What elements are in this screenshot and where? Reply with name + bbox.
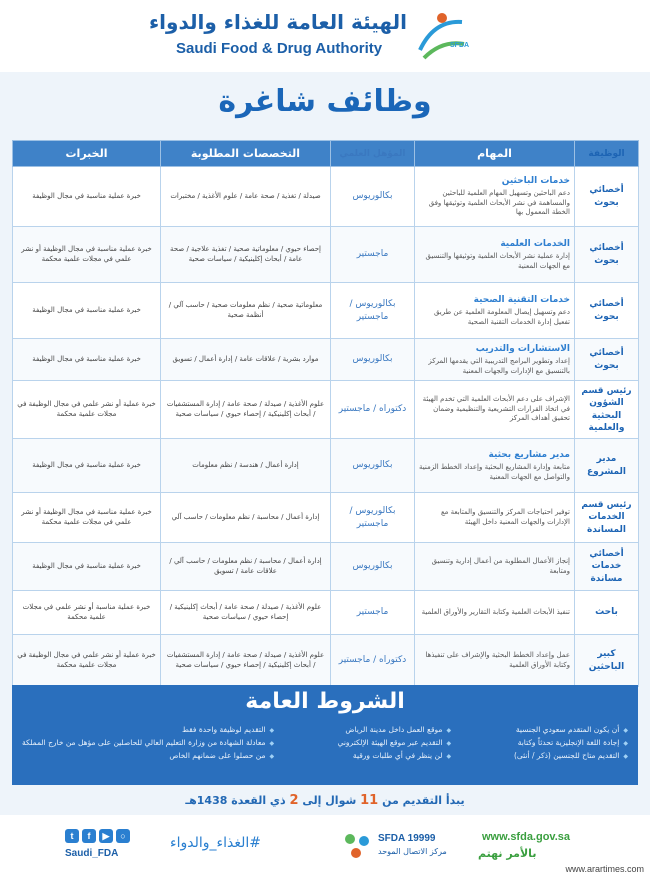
column-header-qualification: المؤهل العلمي — [331, 141, 415, 167]
specialization-cell: علوم الأغذية / صيدلة / صحة عامة / إدارة المستشفيات / أبحاث إكلينيكية / إحصاء حيوي / سياسات صحية — [161, 635, 331, 687]
qualification-cell: بكالوريوس / ماجستير — [331, 493, 415, 543]
conditions-title: الشروط العامة — [245, 689, 405, 714]
call-center-label: مركز الاتصال الموحد — [378, 847, 447, 856]
sfda-logo-label: SFDA — [450, 42, 470, 49]
authority-name-arabic: الهيئة العامة للغذاء والدواء — [148, 10, 407, 34]
table-row — [13, 167, 639, 227]
twitter-icon[interactable]: t — [65, 829, 79, 843]
apply-prefix: يبدأ التقديم من — [382, 794, 465, 807]
website-link[interactable]: www.sfda.gov.sa — [482, 831, 571, 843]
experience-cell: خبرة عملية مناسبة في مجال الوظيفة — [13, 339, 161, 381]
table-row — [13, 493, 639, 543]
column-header-specialization: التخصصات المطلوبة — [161, 141, 331, 167]
specialization-cell: إدارة أعمال / محاسبة / نظم معلومات / حاسب آلي — [161, 493, 331, 543]
conditions-list — [22, 725, 628, 760]
job-title-cell: رئيس قسم الشؤون البحثية والعلمية — [575, 381, 639, 439]
task-description: الإشراف على دعم الأبحاث العلمية التي تخدم الهيئة في اتخاذ القرارات التشريعية والتنظيمية وضمان تحقيق أهداف المركز — [422, 395, 570, 423]
table-row — [13, 227, 639, 283]
specialization-cell: إدارة أعمال / محاسبة / نظم معلومات / حاسب آلي / علاقات عامة / تسويق — [161, 543, 331, 591]
sfda-logo-icon — [412, 10, 472, 65]
task-title: مدير مشاريع بحثية — [488, 449, 570, 460]
task-description: دعم وتسهيل إيصال المعلومة العلمية عن طريق تفعيل إدارة الخدمات التقنية الصحية — [433, 308, 570, 326]
column-header-experience: الخبرات — [13, 141, 161, 167]
tasks-cell — [415, 167, 575, 227]
apply-suffix: ذي القعدة 1438هـ — [185, 794, 286, 807]
facebook-icon[interactable]: f — [82, 829, 96, 843]
experience-cell: خبرة عملية مناسبة أو نشر علمي في مجلات علمية محكمة — [13, 591, 161, 635]
specialization-cell: موارد بشرية / علاقات عامة / إدارة أعمال / تسويق — [161, 339, 331, 381]
job-title-cell: كبير الباحثين — [575, 635, 639, 687]
qualification-cell: بكالوريوس — [331, 439, 415, 493]
specialization-cell: إحصاء حيوي / معلوماتية صحية / تغذية علاجية / صحة عامة / أبحاث إكلينيكية / سياسات صحية — [161, 227, 331, 283]
table-row — [13, 543, 639, 591]
application-period — [0, 793, 650, 808]
condition-item: ◆ إجادة اللغة الإنجليزية تحدثاً وكتابة — [461, 738, 628, 747]
condition-item: ◆ موقع العمل داخل مدينة الرياض — [284, 725, 451, 734]
tasks-cell — [415, 283, 575, 339]
social-icons — [65, 829, 130, 843]
youtube-icon[interactable]: ▶ — [99, 829, 113, 843]
table-row — [13, 439, 639, 493]
job-title-cell: أخصائي بحوث — [575, 167, 639, 227]
call-center-number: SFDA 19999 — [378, 833, 436, 844]
condition-item: ◆ لن ينظر في أي طلبات ورقية — [284, 751, 451, 760]
task-description: توفير احتياجات المركز والتنسيق والمتابعة مع الإدارات والجهات المعنية داخل الهيئة — [440, 508, 570, 526]
experience-cell: خبرة عملية مناسبة في مجال الوظيفة — [13, 167, 161, 227]
tasks-cell — [415, 227, 575, 283]
job-title-cell: أخصائي بحوث — [575, 227, 639, 283]
tasks-cell — [415, 439, 575, 493]
table-row — [13, 339, 639, 381]
tasks-cell — [415, 339, 575, 381]
experience-cell: خبرة عملية أو نشر علمي في مجال الوظيفة في مجلات علمية محكمة — [13, 381, 161, 439]
footer — [0, 815, 650, 878]
qualification-cell: ماجستير — [331, 227, 415, 283]
jobs-table — [12, 140, 639, 687]
slogan: بالأمر نهتم — [478, 847, 537, 860]
task-description: متابعة وإدارة المشاريع البحثية وإعداد الخطط الزمنية والتواصل مع الجهات المعنية — [419, 463, 570, 481]
authority-name-english: Saudi Food & Drug Authority — [176, 40, 383, 57]
task-title: خدمات الباحثين — [501, 176, 570, 187]
general-conditions-panel — [12, 685, 638, 785]
task-description: تنفيذ الأبحاث العلمية وكتابة التقارير والأوراق العلمية — [421, 607, 570, 616]
tasks-cell — [415, 591, 575, 635]
qualification-cell: بكالوريوس / ماجستير — [331, 283, 415, 339]
specialization-cell: معلوماتية صحية / نظم معلومات صحية / حاسب آلي / أنظمة صحية — [161, 283, 331, 339]
qualification-cell: بكالوريوس — [331, 543, 415, 591]
task-title: خدمات التقنية الصحية — [473, 294, 570, 305]
call-center-logo-icon — [340, 829, 374, 863]
instagram-icon[interactable]: ○ — [116, 829, 130, 843]
condition-item: ◆ التقديم لوظيفة واحدة فقط — [22, 725, 274, 734]
table-header-row — [13, 141, 639, 167]
apply-middle: شوال إلى — [302, 794, 357, 807]
condition-item: ◆ التقديم عبر موقع الهيئة الإلكتروني — [284, 738, 451, 747]
task-description: إعداد وتطوير البرامج التدريبية التي يقدمها المركز بالتنسيق مع الإدارات والجهات المعنية — [428, 357, 570, 375]
qualification-cell: ماجستير — [331, 591, 415, 635]
page-title: وظائف شاغرة — [218, 84, 432, 119]
experience-cell: خبرة عملية مناسبة في مجال الوظيفة أو نشر علمي في مجلات علمية محكمة — [13, 493, 161, 543]
column-header-tasks: المهام — [415, 141, 575, 167]
experience-cell: خبرة عملية مناسبة في مجال الوظيفة — [13, 439, 161, 493]
tasks-cell — [415, 635, 575, 687]
qualification-cell: دكتوراه / ماجستير — [331, 635, 415, 687]
watermark: www.arartimes.com — [565, 864, 644, 874]
qualification-cell: دكتوراه / ماجستير — [331, 381, 415, 439]
table-row — [13, 635, 639, 687]
task-description: دعم الباحثين وتسهيل المهام العلمية للباحثين والمساهمة في نشر الأبحاث العلمية وتوثيقها وفق الخطة المعمول بها — [428, 189, 570, 217]
condition-item: ◆ أن يكون المتقدم سعودي الجنسية — [461, 725, 628, 734]
job-title-cell: أخصائي بحوث — [575, 283, 639, 339]
tasks-cell — [415, 543, 575, 591]
task-description: عمل وإعداد الخطط البحثية والإشراف على تنفيذها وكتابة الأوراق العلمية — [425, 651, 570, 669]
task-description: إنجاز الأعمال المطلوبة من أعمال إدارية وتنسيق ومتابعة — [431, 557, 570, 575]
tasks-cell — [415, 493, 575, 543]
task-title: الاستشارات والتدريب — [475, 343, 570, 354]
apply-end-day: 2 — [289, 793, 299, 808]
table-row — [13, 591, 639, 635]
specialization-cell: علوم الأغذية / صيدلة / صحة عامة / إدارة المستشفيات / أبحاث إكلينيكية / إحصاء حيوي / سياسات صحية — [161, 381, 331, 439]
hashtag: #الغذاء_والدواء — [170, 835, 261, 851]
experience-cell: خبرة عملية مناسبة في مجال الوظيفة — [13, 543, 161, 591]
job-title-cell: أخصائي خدمات مساندة — [575, 543, 639, 591]
tasks-cell — [415, 381, 575, 439]
job-title-cell: أخصائي بحوث — [575, 339, 639, 381]
specialization-cell: إدارة أعمال / هندسة / نظم معلومات — [161, 439, 331, 493]
condition-item: ◆ التقديم متاح للجنسين (ذكر / أنثى) — [461, 751, 628, 760]
task-title: الخدمات العلمية — [500, 238, 570, 249]
table-row — [13, 283, 639, 339]
job-title-cell: باحث — [575, 591, 639, 635]
task-description: إدارة عملية نشر الأبحاث العلمية وتوثيقها والتنسيق مع الجهات المعنية — [425, 252, 570, 270]
apply-start-day: 11 — [360, 793, 379, 808]
experience-cell: خبرة عملية مناسبة في مجال الوظيفة أو نشر علمي في مجلات علمية محكمة — [13, 227, 161, 283]
job-title-cell: مدير المشروع — [575, 439, 639, 493]
social-handle[interactable]: Saudi_FDA — [65, 848, 119, 859]
header — [0, 0, 650, 72]
experience-cell: خبرة عملية مناسبة في مجال الوظيفة — [13, 283, 161, 339]
condition-item: ◆ معادلة الشهادة من وزارة التعليم العالي للحاصلين على مؤهل من خارج المملكة — [22, 738, 274, 747]
table-row — [13, 381, 639, 439]
column-header-job: الوظيفة — [575, 141, 639, 167]
job-title-cell: رئيس قسم الخدمات المساندة — [575, 493, 639, 543]
specialization-cell: علوم الأغذية / صيدلة / صحة عامة / أبحاث إكلينيكية / إحصاء حيوي / سياسات صحية — [161, 591, 331, 635]
jobs-table-body — [13, 167, 639, 687]
qualification-cell: بكالوريوس — [331, 339, 415, 381]
qualification-cell: بكالوريوس — [331, 167, 415, 227]
condition-item: ◆ من حصلوا على ضمانهم الخاص — [22, 751, 274, 760]
specialization-cell: صيدلة / تغذية / صحة عامة / علوم الأغذية / مختبرات — [161, 167, 331, 227]
experience-cell: خبرة عملية أو نشر علمي في مجال الوظيفة في مجلات علمية محكمة — [13, 635, 161, 687]
